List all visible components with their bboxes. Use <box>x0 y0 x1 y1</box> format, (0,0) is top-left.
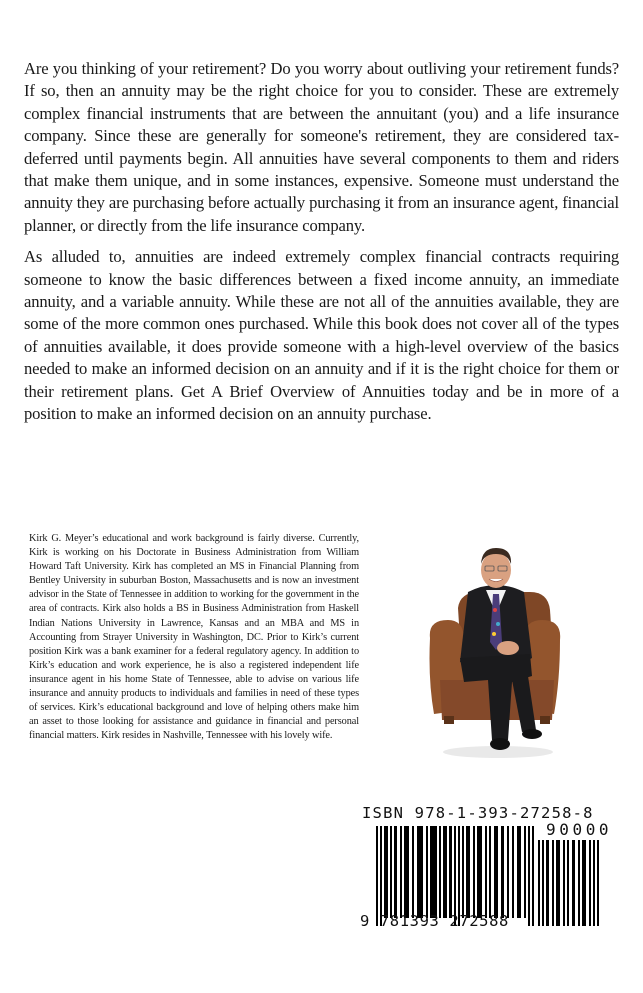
author-bio <box>29 532 359 743</box>
isbn-barcode <box>360 804 613 934</box>
author-photo <box>420 530 570 760</box>
back-cover-blurb <box>24 58 619 435</box>
blurb-paragraph-1: Are you thinking of your retirement? Do you worry about outliving your retirement funds? If so, then an annuity may be the right choice for you to consider. These are extremely complex financial instruments that are between the annuitant (you) and a life insurance company. Since these are generally for someone's retirement, they are considered tax-deferred until payments begin. All annuities have several components to them and riders that make them unique, and in some instances, expensive. Someone must understand the annuity they are purchasing before actually purchasing it from an insurance agent, financial planner, or directly from the life insurance company. <box>24 59 619 235</box>
blurb-paragraph-2: As alluded to, annuities are indeed extremely complex financial contracts requiring someone to know the basic differences between a fixed income annuity, an immediate annuity, and a variable annuity. While these are not all of the annuities available, they are some of the more common ones purchased. While this book does not cover all of the types of annuities available, it does provide someone with a high-level overview of the basics needed to make an informed decision on an annuity and if it is the right choice for them or their retirement plans. Get A Brief Overview of Annuities today and be in more of a position to make an informed decision on an annuity purchase. <box>24 247 619 424</box>
author-bio-text: Kirk G. Meyer’s educational and work background is fairly diverse. Currently, Kirk is working on his Doctorate in Business Administration from William Howard Taft University. Kirk has completed an MS in Financial Planning from Bentley University in suburban Boston, Massachusetts and is now an investment advisor in the State of Tennessee in addition to working for the government in the area of contracts. Kirk also holds a BS in Business Administration from Haskell Indian Nations University in Lawrence, Kansas and an MBA and MS in Accounting from Strayer University in Washington, DC. Prior to Kirk’s current position Kirk was a bank examiner for a federal regulatory agency. In addition to Kirk’s education and work experience, he is also a registered independent life insurance agent in his home State of Tennessee, able to advise on various life insurance and annuity products to individuals and families in need of these types of services. Kirk’s educational background and love of helping others make him an asset to those looking for assistance and guidance in financial and personal financial matters. Kirk resides in Nashville, Tennessee with his lovely wife. <box>29 533 359 742</box>
isbn-label: ISBN 978-1-393-27258-8 <box>362 804 594 822</box>
price-addon-digits: 90000 <box>546 820 613 839</box>
ean-barcode-digits: 9 781393 272588 <box>360 912 509 930</box>
